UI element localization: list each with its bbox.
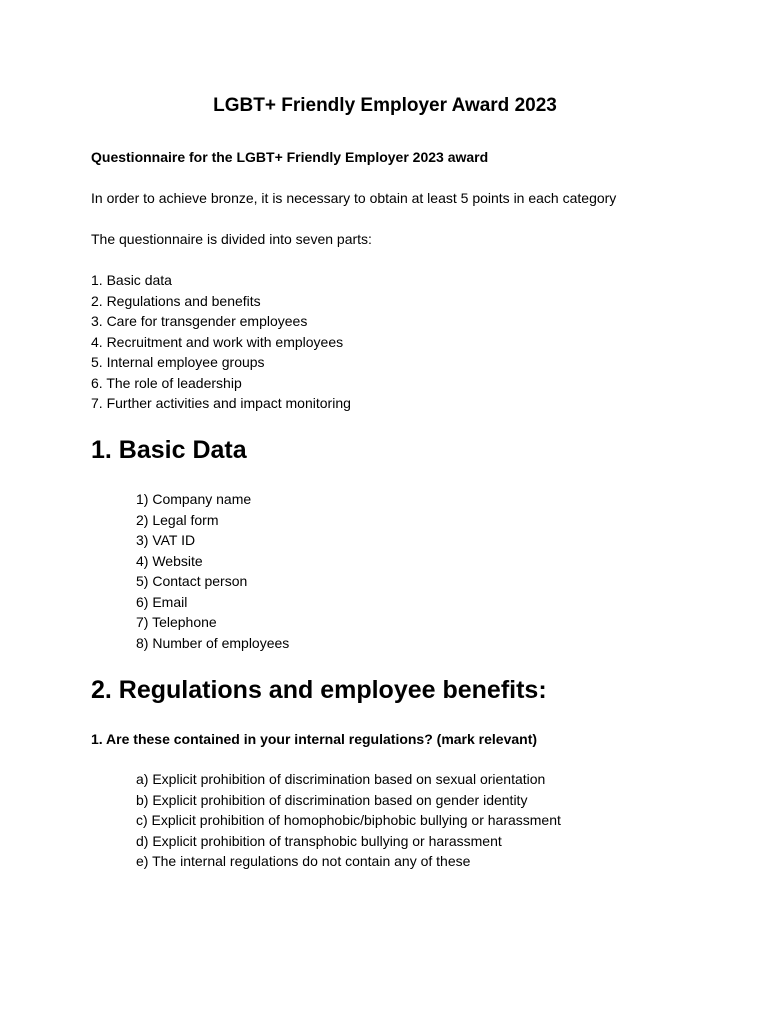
list-item: 1. Basic data [91,272,172,288]
list-item: 3) VAT ID [136,532,196,548]
regulations-options-list [136,769,561,872]
list-item: 4. Recruitment and work with employees [91,333,344,350]
list-item: 2) Legal form [136,511,219,528]
list-item: 5. Internal employee groups [91,354,265,370]
list-item: 3. Care for transgender employees [91,313,308,329]
section-heading-regulations: 2. Regulations and employee benefits: [91,676,547,704]
basic-data-list [136,489,289,653]
list-item: 7. Further activities and impact monitoring [91,395,351,411]
list-item: 2. Regulations and benefits [91,292,261,309]
parts-intro-text: The questionnaire is divided into seven parts: [91,231,372,247]
list-item: c) Explicit prohibition of homophobic/biphobic bullying or harassment [136,812,561,828]
list-item: d) Explicit prohibition of transphobic bullying or harassment [136,832,502,849]
list-item: 7) Telephone [136,614,217,630]
list-item: b) Explicit prohibition of discrimination based on gender identity [136,791,528,808]
list-item: 6. The role of leadership [91,374,242,391]
parts-list [91,270,351,414]
list-item: 6) Email [136,593,188,610]
document-title: LGBT+ Friendly Employer Award 2023 [213,95,557,116]
section-heading-basic-data: 1. Basic Data [91,436,247,464]
question-internal-regulations: 1. Are these contained in your internal regulations? (mark relevant) [91,731,538,747]
list-item: a) Explicit prohibition of discrimination based on sexual orientation [136,771,546,787]
list-item: 8) Number of employees [136,634,290,651]
bronze-requirement-text: In order to achieve bronze, it is necessary to obtain at least 5 points in each category [91,190,617,206]
list-item: e) The internal regulations do not contain any of these [136,853,471,869]
list-item: 4) Website [136,552,203,569]
list-item: 1) Company name [136,491,252,507]
questionnaire-subtitle: Questionnaire for the LGBT+ Friendly Employer 2023 award [91,149,489,165]
list-item: 5) Contact person [136,573,248,589]
